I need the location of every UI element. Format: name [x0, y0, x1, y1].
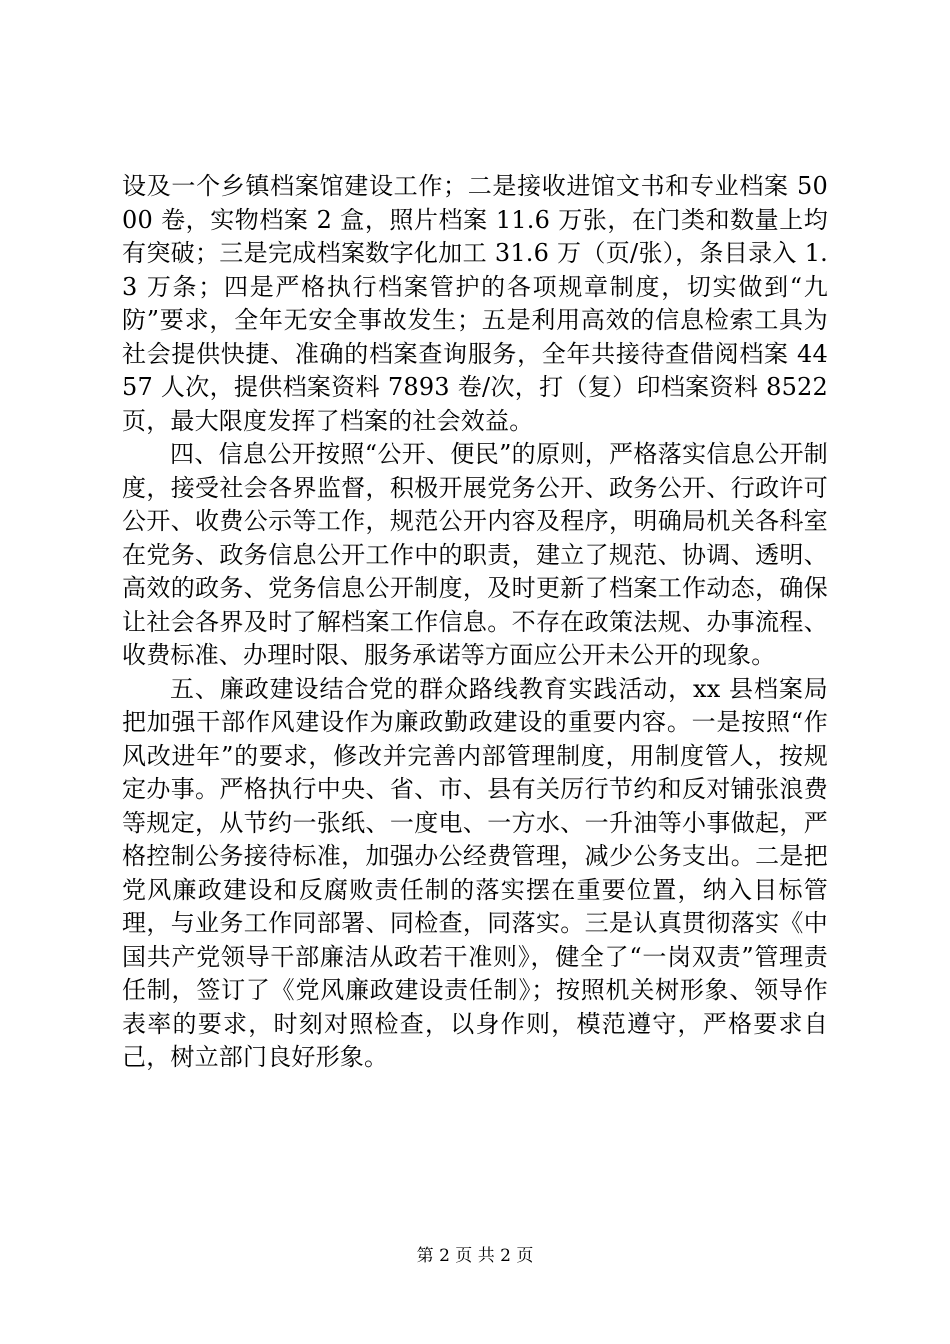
page-footer: 第 2 页 共 2 页 [416, 1246, 534, 1266]
paragraph-info-disclosure: 四、信息公开按照“公开、便民”的原则，严格落实信息公开制度，接受社会各界监督，积极开展党务公开、政务公开、行政许可公开、收费公示等工作，规范公开内容及程序，明确局机关各科室在党务、政务信息公开工作中的职责，建立了规范、协调、透明、高效的政务、党务信息公开制度，及时更新了档案工作动态，确保让社会各界及时了解档案工作信息。不存在政策法规、办事流程、收费标准、办理时限、服务承诺等方面应公开未公开的现象。 [122, 440, 828, 669]
paragraph-integrity-building: 五、廉政建设结合党的群众路线教育实践活动，xx 县档案局把加强干部作风建设作为廉政勤政建设的重要内容。一是按照“作风改进年”的要求，修改并完善内部管理制度，用制度管人，按规定办事。严格执行中央、省、市、县有关厉行节约和反对铺张浪费等规定，从节约一张纸、一度电、一方水、一升油等小事做起，严格控制公务接待标准，加强办公经费管理，减少公务支出。二是把党风廉政建设和反腐败责任制的落实摆在重要位置，纳入目标管理，与业务工作同部署、同检查，同落实。三是认真贯彻落实《中国共产党领导干部廉洁从政若干准则》，健全了“一岗双责”管理责任制，签订了《党风廉政建设责任制》；按照机关树形象、领导作表率的要求，时刻对照检查，以身作则，模范遵守，严格要求自己，树立部门良好形象。 [122, 674, 828, 1071]
paragraph-archive-work: 设及一个乡镇档案馆建设工作；二是接收进馆文书和专业档案 5000 卷，实物档案 2 盒，照片档案 11.6 万张，在门类和数量上均有突破；三是完成档案数字化加工 31.6 万（页/张），条目录入 1.3 万条；四是严格执行档案管护的各项规章制度，切实做到“九防”要求，全年无安全事故发生；五是利用高效的信息检索工具为社会提供快捷、准确的档案查询服务，全年共接待查借阅档案 4457 人次，提供档案资料 7893 卷/次，打（复）印档案资料 8522 页，最大限度发挥了档案的社会效益。 [122, 172, 828, 435]
document-body [122, 170, 828, 1075]
